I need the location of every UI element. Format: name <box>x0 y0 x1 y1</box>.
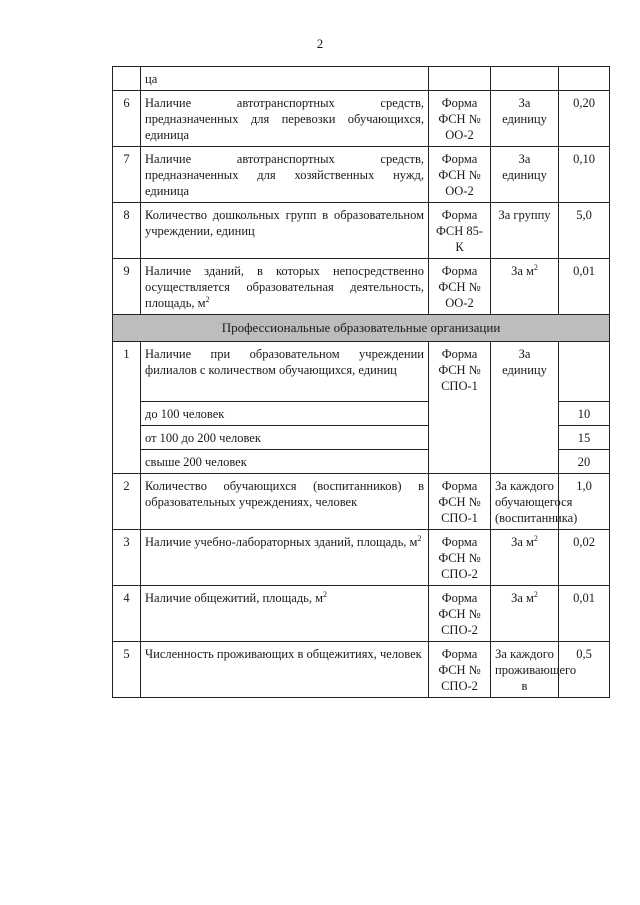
description-text: Наличие учебно-лабораторных зданий, площадь, м <box>145 535 418 549</box>
row-form: Форма ФСН № СПО-2 <box>429 530 491 586</box>
row-number <box>113 67 141 91</box>
row-description <box>141 586 429 642</box>
subrow-value: 15 <box>559 426 610 450</box>
subrow-label: свыше 200 человек <box>141 450 429 474</box>
table-row <box>113 91 610 147</box>
description-text: Наличие общежитий, площадь, м <box>145 591 324 605</box>
row-number: 3 <box>113 530 141 586</box>
row-value: 0,10 <box>559 147 610 203</box>
row-number: 6 <box>113 91 141 147</box>
superscript: 2 <box>533 262 538 272</box>
superscript: 2 <box>205 294 210 304</box>
row-unit: За группу <box>491 203 559 259</box>
subrow-value: 20 <box>559 450 610 474</box>
indicator-table <box>112 66 610 698</box>
row-number: 4 <box>113 586 141 642</box>
row-value <box>559 67 610 91</box>
row-number: 9 <box>113 259 141 315</box>
row-form: Форма ФСН № СПО-1 <box>429 342 491 474</box>
superscript: 2 <box>533 533 538 543</box>
table-row <box>113 147 610 203</box>
section-header-row <box>113 315 610 342</box>
row-form: Форма ФСН № СПО-2 <box>429 586 491 642</box>
table-row <box>113 67 610 91</box>
row-unit: За каждого обучающегося (воспитанника) <box>491 474 559 530</box>
page-number: 2 <box>316 36 324 51</box>
row-form: Форма ФСН № ОО-2 <box>429 259 491 315</box>
row-description <box>141 259 429 315</box>
row-description: Количество дошкольных групп в образовательном учреждении, единиц <box>141 203 429 259</box>
row-value: 0,02 <box>559 530 610 586</box>
row-description <box>141 530 429 586</box>
superscript: 2 <box>323 589 328 599</box>
row-number: 7 <box>113 147 141 203</box>
description-text: Наличие зданий, в которых непосредственно осуществляется образовательная деятельность, площадь, м <box>145 264 424 310</box>
row-description: Наличие автотранспортных средств, предназначенных для хозяйственных нужд, единица <box>141 147 429 203</box>
row-form: Форма ФСН № ОО-2 <box>429 147 491 203</box>
row-number: 8 <box>113 203 141 259</box>
row-unit: За единицу <box>491 91 559 147</box>
row-value: 5,0 <box>559 203 610 259</box>
table-row <box>113 342 610 402</box>
table-row <box>113 259 610 315</box>
superscript: 2 <box>533 589 538 599</box>
unit-text: За м <box>511 535 534 549</box>
row-unit: За единицу <box>491 342 559 474</box>
row-description: Количество обучающихся (воспитанников) в образовательных учреждениях, человек <box>141 474 429 530</box>
row-number: 5 <box>113 642 141 698</box>
row-value: 0,20 <box>559 91 610 147</box>
row-unit <box>491 259 559 315</box>
table-row <box>113 642 610 698</box>
row-value: 0,01 <box>559 259 610 315</box>
row-value: 0,01 <box>559 586 610 642</box>
row-form: Форма ФСН 85-К <box>429 203 491 259</box>
row-unit <box>491 67 559 91</box>
row-unit: За каждого проживающего в <box>491 642 559 698</box>
row-value: 0,5 <box>559 642 610 698</box>
table-row <box>113 203 610 259</box>
subrow-value: 10 <box>559 402 610 426</box>
row-description: ца <box>141 67 429 91</box>
row-unit <box>491 530 559 586</box>
unit-text: За м <box>511 591 534 605</box>
row-description: Наличие автотранспортных средств, предназначенных для перевозки обучающихся, единица <box>141 91 429 147</box>
row-value-empty <box>559 342 610 402</box>
row-form: Форма ФСН № ОО-2 <box>429 91 491 147</box>
row-number: 1 <box>113 342 141 474</box>
row-value: 1,0 <box>559 474 610 530</box>
row-form: Форма ФСН № СПО-2 <box>429 642 491 698</box>
row-form <box>429 67 491 91</box>
row-description: Наличие при образовательном учреждении филиалов с количеством обучающихся, единиц <box>141 342 429 402</box>
table-row <box>113 474 610 530</box>
table-row <box>113 530 610 586</box>
superscript: 2 <box>417 533 422 543</box>
row-unit: За единицу <box>491 147 559 203</box>
row-unit <box>491 586 559 642</box>
subrow-label: от 100 до 200 человек <box>141 426 429 450</box>
subrow-label: до 100 человек <box>141 402 429 426</box>
row-description: Численность проживающих в общежитиях, человек <box>141 642 429 698</box>
row-form: Форма ФСН № СПО-1 <box>429 474 491 530</box>
row-number: 2 <box>113 474 141 530</box>
unit-text: За м <box>511 264 534 278</box>
table-row <box>113 586 610 642</box>
section-title: Профессиональные образовательные организации <box>113 315 610 342</box>
